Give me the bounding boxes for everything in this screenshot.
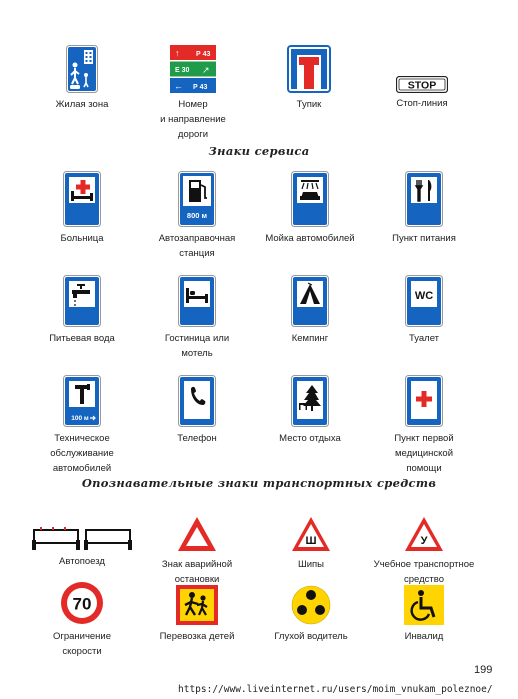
sign-road-train <box>22 527 142 569</box>
road-train-icon <box>30 527 134 553</box>
sign-toilet <box>364 275 484 346</box>
sign-car-wash <box>250 171 370 246</box>
svg-text:Е 30: Е 30 <box>175 67 190 74</box>
sign-hotel <box>137 275 257 361</box>
sign-car-service <box>22 375 142 476</box>
svg-text:100 м: 100 м <box>71 415 89 422</box>
sign-studs <box>251 515 371 572</box>
svg-text:WC: WC <box>414 290 434 302</box>
sign-label: Тупик <box>296 99 322 110</box>
sign-label: Автозаправочная станция <box>158 233 236 259</box>
road-number-icon <box>170 45 216 93</box>
car-wash-icon <box>291 171 329 227</box>
svg-text:←: ← <box>174 81 183 91</box>
sign-label: Номер и направление дороги <box>160 99 226 140</box>
fork-knife-icon <box>405 171 443 227</box>
warning-triangle-icon <box>176 515 218 553</box>
svg-text:800 м: 800 м <box>186 211 208 220</box>
sign-label: Гостиница или мотель <box>164 333 230 359</box>
footer-url: https://www.liveinternet.ru/users/moim_vnukam_poleznoe/ <box>178 684 493 695</box>
sign-label: Питьевая вода <box>49 333 115 344</box>
speed-limit-icon <box>60 581 104 625</box>
sign-disabled <box>364 585 484 644</box>
sign-label: Туалет <box>408 333 440 344</box>
sign-road-number <box>133 45 253 142</box>
sign-dead-end <box>249 45 369 112</box>
svg-text:У: У <box>420 535 428 547</box>
sign-label: Перевозка детей <box>159 631 235 642</box>
section-title-service: Знаки сервиса <box>208 144 310 158</box>
sign-label: Место отдыха <box>279 433 341 444</box>
sign-label: Техническое обслуживание автомобилей <box>50 433 114 474</box>
phone-icon <box>178 375 216 427</box>
bed-icon <box>178 275 216 327</box>
sign-drinking-water <box>22 275 142 346</box>
training-triangle-icon <box>403 515 445 553</box>
sign-label: Знак аварийной остановки <box>161 559 233 585</box>
svg-text:Ш: Ш <box>305 535 317 547</box>
sign-label: Жилая зона <box>55 99 109 110</box>
sign-training <box>364 515 484 587</box>
sign-label: Учебное транспортное средство <box>373 559 475 585</box>
sign-label: Кемпинг <box>291 333 329 344</box>
wheelchair-icon <box>404 585 444 625</box>
sign-label: Ограничение скорости <box>52 631 112 657</box>
sign-stop-line <box>362 76 482 111</box>
sign-label: Пункт питания <box>392 233 456 244</box>
dead-end-icon <box>287 45 331 93</box>
tree-bench-icon <box>291 375 329 427</box>
wrench-icon <box>63 375 101 427</box>
hospital-icon <box>63 171 101 227</box>
sign-label: Телефон <box>177 433 217 444</box>
sign-label: Больница <box>60 233 104 244</box>
sign-children <box>137 585 257 644</box>
sign-first-aid <box>364 375 484 476</box>
sign-food <box>364 171 484 246</box>
svg-text:STOP: STOP <box>407 79 437 92</box>
sign-deaf-driver <box>251 585 371 644</box>
wc-icon <box>405 275 443 327</box>
svg-text:Р 43: Р 43 <box>193 84 208 91</box>
section-title-vehicle: Опознавательные знаки транспортных средств <box>81 476 437 490</box>
studs-triangle-icon <box>290 515 332 553</box>
sign-label: Инвалид <box>404 631 444 642</box>
sign-hospital <box>22 171 142 246</box>
svg-text:↑: ↑ <box>175 48 180 58</box>
sign-emergency-stop <box>137 515 257 587</box>
stop-line-icon <box>396 76 448 93</box>
sign-speed-limit <box>22 581 142 659</box>
sign-residential-zone <box>22 45 142 112</box>
residential-zone-icon <box>66 45 98 93</box>
sign-camping <box>250 275 370 346</box>
red-cross-icon <box>405 375 443 427</box>
deaf-driver-icon <box>291 585 331 625</box>
sign-label: Пункт первой медицинской помощи <box>394 433 454 474</box>
sign-label: Глухой водитель <box>274 631 348 642</box>
sign-label: Стоп-линия <box>396 98 448 109</box>
sign-label: Шипы <box>298 559 324 570</box>
children-icon <box>176 585 218 625</box>
gas-pump-icon <box>178 171 216 227</box>
sign-gas-station <box>137 171 257 261</box>
sign-rest-area <box>250 375 370 446</box>
water-tap-icon <box>63 275 101 327</box>
sign-label: Автопоезд <box>59 556 105 567</box>
svg-text:70: 70 <box>72 594 92 614</box>
svg-text:↗: ↗ <box>202 65 210 75</box>
sign-label: Мойка автомобилей <box>265 233 355 244</box>
svg-text:Р 43: Р 43 <box>196 51 211 58</box>
page-number: 199 <box>474 664 493 676</box>
tent-icon <box>291 275 329 327</box>
sign-phone <box>137 375 257 446</box>
